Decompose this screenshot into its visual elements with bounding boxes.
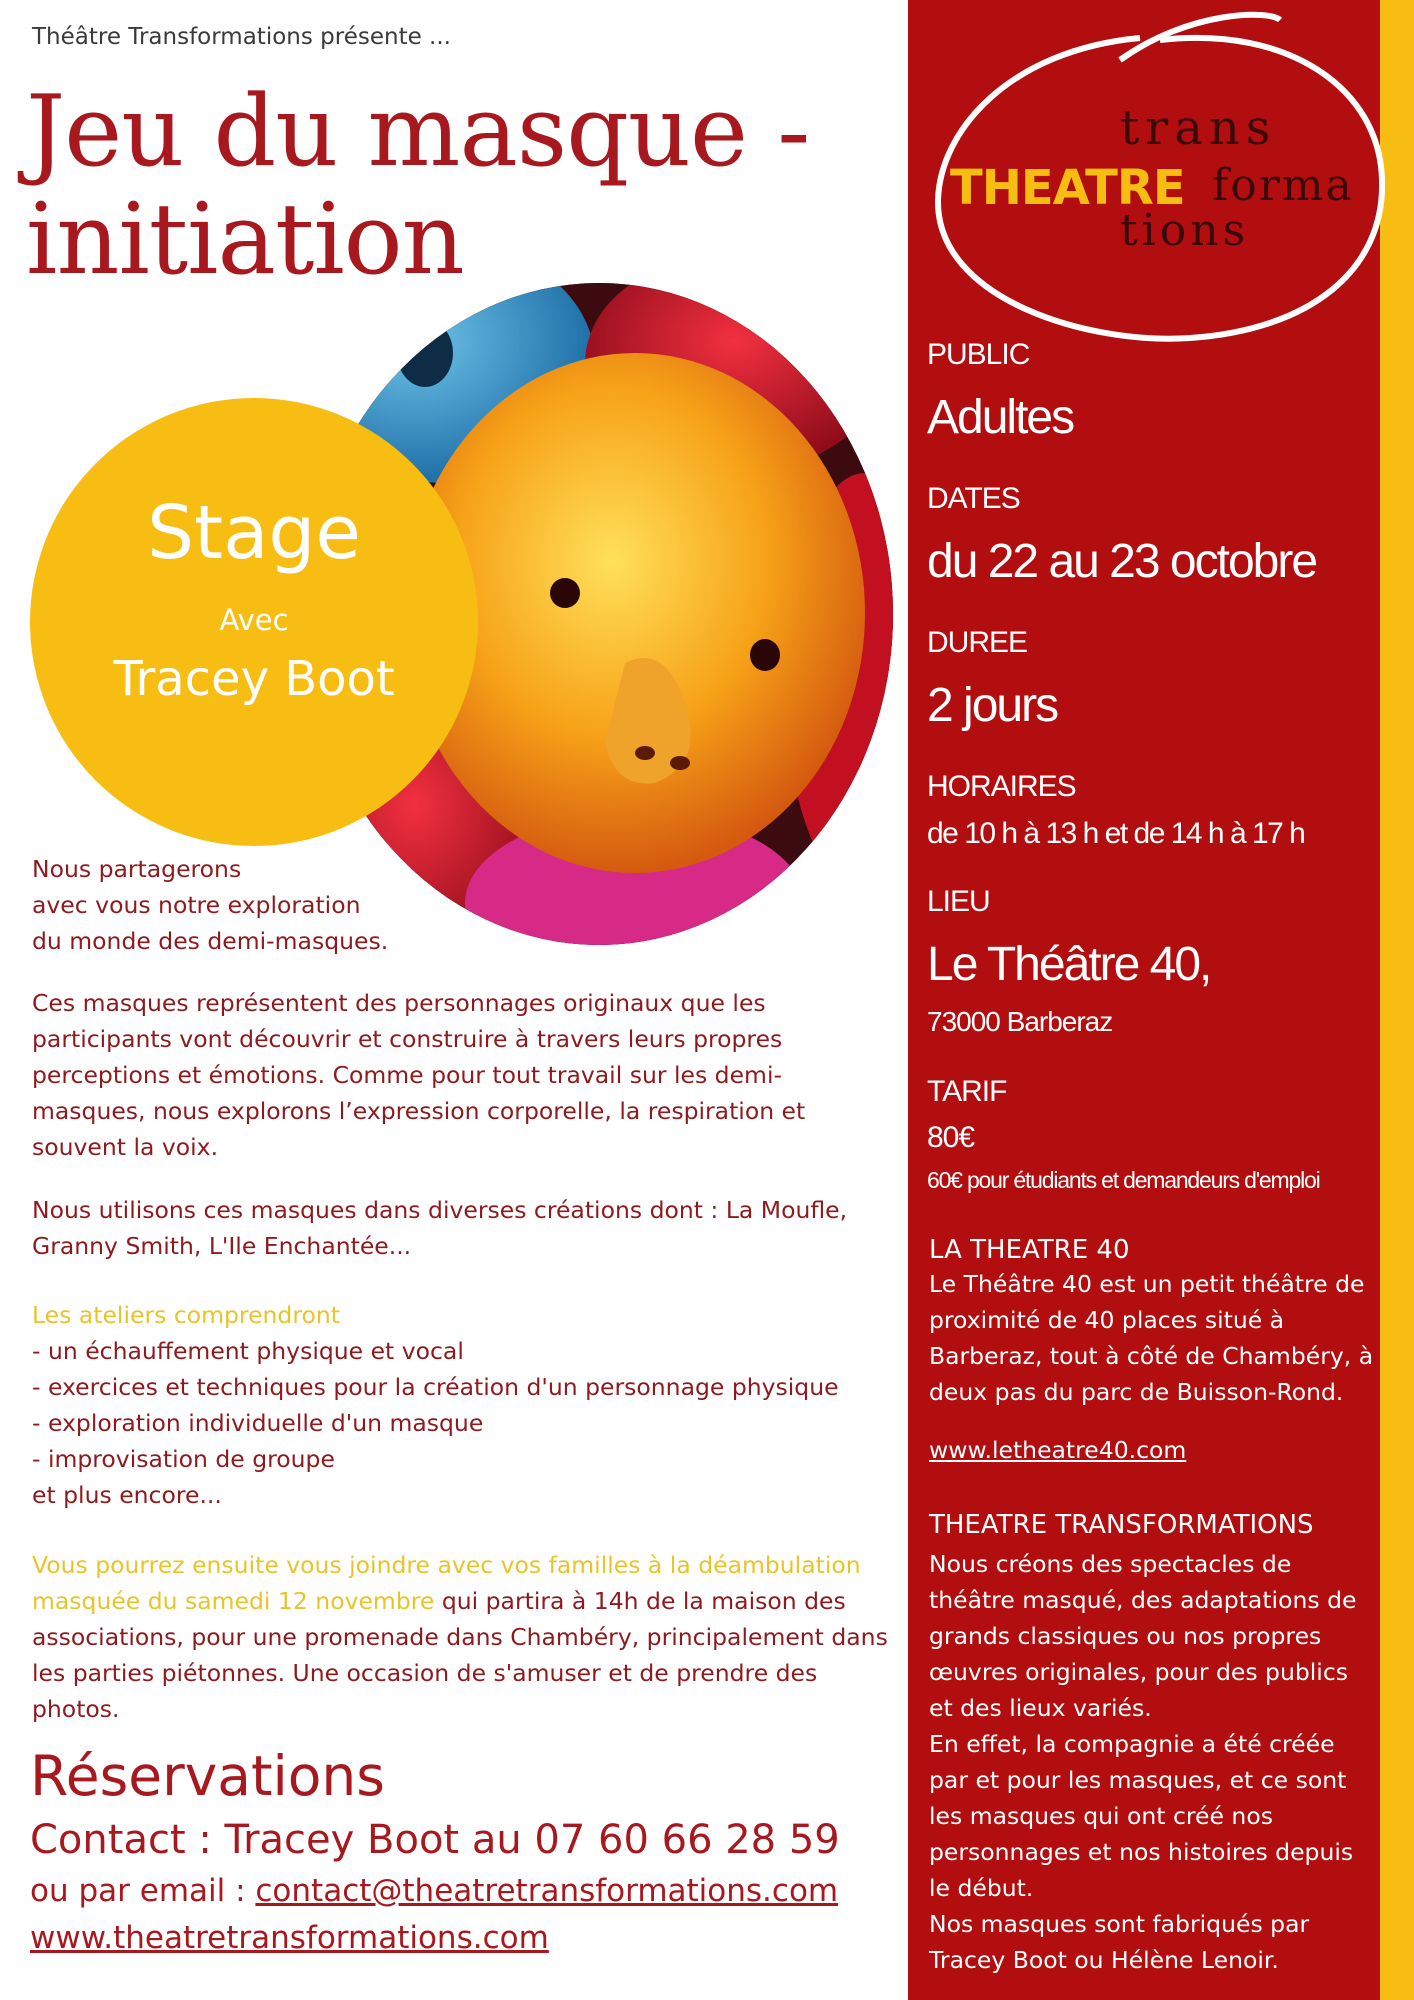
creations-paragraph: Nous utilisons ces masques dans diverses créations dont : La Moufle, Granny Smith, L'Ile Enchantée...	[32, 1196, 848, 1260]
badge-avec: Avec	[219, 603, 289, 637]
company-text	[929, 1546, 1374, 1978]
duree-label: DUREE	[927, 626, 1028, 659]
company-paragraph: En effet, la compagnie a été créée par et pour les masques, et ce sont les masques qui ont créé nos personnages et nos histoires depuis le début.	[929, 1730, 1354, 1902]
list-item: - exploration individuelle d'un masque	[32, 1409, 484, 1437]
logo-tions: tions	[1120, 205, 1250, 256]
theatre40-url-wrap	[929, 1432, 1374, 1468]
tarif-value: 80€	[927, 1121, 975, 1154]
lieu-value: Le Théâtre 40,	[927, 938, 1211, 991]
public-label: PUBLIC	[927, 338, 1030, 371]
contact-email	[30, 1873, 838, 1909]
website	[30, 1920, 549, 1956]
intro-line: du monde des demi-masques.	[32, 927, 389, 955]
ateliers-list	[32, 1297, 892, 1513]
theatre40-heading: LA THEATRE 40	[929, 1235, 1130, 1265]
list-item: - exercices et techniques pour la création d'un personnage physique	[32, 1373, 839, 1401]
logo-theatre: THEATRE	[950, 160, 1185, 216]
website-link[interactable]: www.theatretransformations.com	[30, 1920, 549, 1956]
contact-phone: Contact : Tracey Boot au 07 60 66 28 59	[30, 1817, 840, 1863]
email-link[interactable]: contact@theatretransformations.com	[255, 1873, 839, 1909]
page-title	[26, 75, 886, 297]
lieu-city: 73000 Barberaz	[927, 1006, 1113, 1037]
tarif-label: TARIF	[927, 1075, 1007, 1108]
duree-value: 2 jours	[927, 679, 1058, 732]
theatre40-text: Le Théâtre 40 est un petit théâtre de proximité de 40 places situé à Barberaz, tout à côté de Chambéry, à deux pas du parc de Buisson-Rond.	[929, 1270, 1374, 1406]
company-heading: THEATRE TRANSFORMATIONS	[929, 1510, 1314, 1540]
email-prefix: ou par email :	[30, 1873, 256, 1909]
badge-instructor: Tracey Boot	[113, 651, 395, 707]
presenter-line: Théâtre Transformations présente ...	[32, 24, 451, 50]
dates-value: du 22 au 23 octobre	[927, 535, 1317, 588]
intro-text	[32, 851, 892, 959]
description-paragraph: Ces masques représentent des personnages originaux que les participants vont découvrir et construire à travers leurs propres perceptions et émotions. Comme pour tout travail sur les demi-masques, nous explorons l’expression corporelle, la respiration et souvent la voix.	[32, 989, 806, 1161]
lieu-label: LIEU	[927, 885, 990, 918]
horaires-value: de 10 h à 13 h et de 14 h à 17 h	[927, 817, 1305, 850]
horaires-label: HORAIRES	[927, 770, 1076, 803]
theatre40-link[interactable]: www.letheatre40.com	[929, 1436, 1187, 1464]
title-line-1: Jeu du masque -	[26, 75, 810, 189]
company-logo	[930, 0, 1390, 350]
deambulation-highlight: Vous pourrez ensuite vous joindre avec vos familles à la déambulation masquée du samedi 12 novembre	[32, 1551, 861, 1615]
list-item: et plus encore...	[32, 1481, 222, 1509]
dates-label: DATES	[927, 482, 1020, 515]
intro-line: Nous partagerons	[32, 855, 242, 883]
badge-stage: Stage	[147, 490, 361, 576]
list-item: - un échauffement physique et vocal	[32, 1337, 464, 1365]
tarif-reduced: 60€ pour étudiants et demandeurs d'emploi	[927, 1167, 1320, 1193]
title-line-2: initiation	[26, 183, 464, 297]
logo-trans: trans	[1120, 100, 1277, 156]
logo-forma: forma	[1212, 160, 1354, 211]
intro-line: avec vous notre exploration	[32, 891, 361, 919]
public-value: Adultes	[927, 391, 1074, 444]
reservations-heading: Réservations	[30, 1744, 385, 1808]
company-paragraph: Nous créons des spectacles de théâtre masqué, des adaptations de grands classiques ou nos propres œuvres originales, pour des publics et des lieux variés.	[929, 1550, 1357, 1722]
deambulation-paragraph	[32, 1547, 902, 1727]
ateliers-heading: Les ateliers comprendront	[32, 1301, 340, 1329]
deambulation-text: qui partira à 14h de la maison des associations, pour une promenade dans Chambéry, principalement dans les parties piétonnes. Une occasion de s'amuser et de prendre des photos.	[32, 1587, 888, 1723]
company-paragraph: Nos masques sont fabriqués par Tracey Boot ou Hélène Lenoir.	[929, 1910, 1310, 1974]
list-item: - improvisation de groupe	[32, 1445, 335, 1473]
